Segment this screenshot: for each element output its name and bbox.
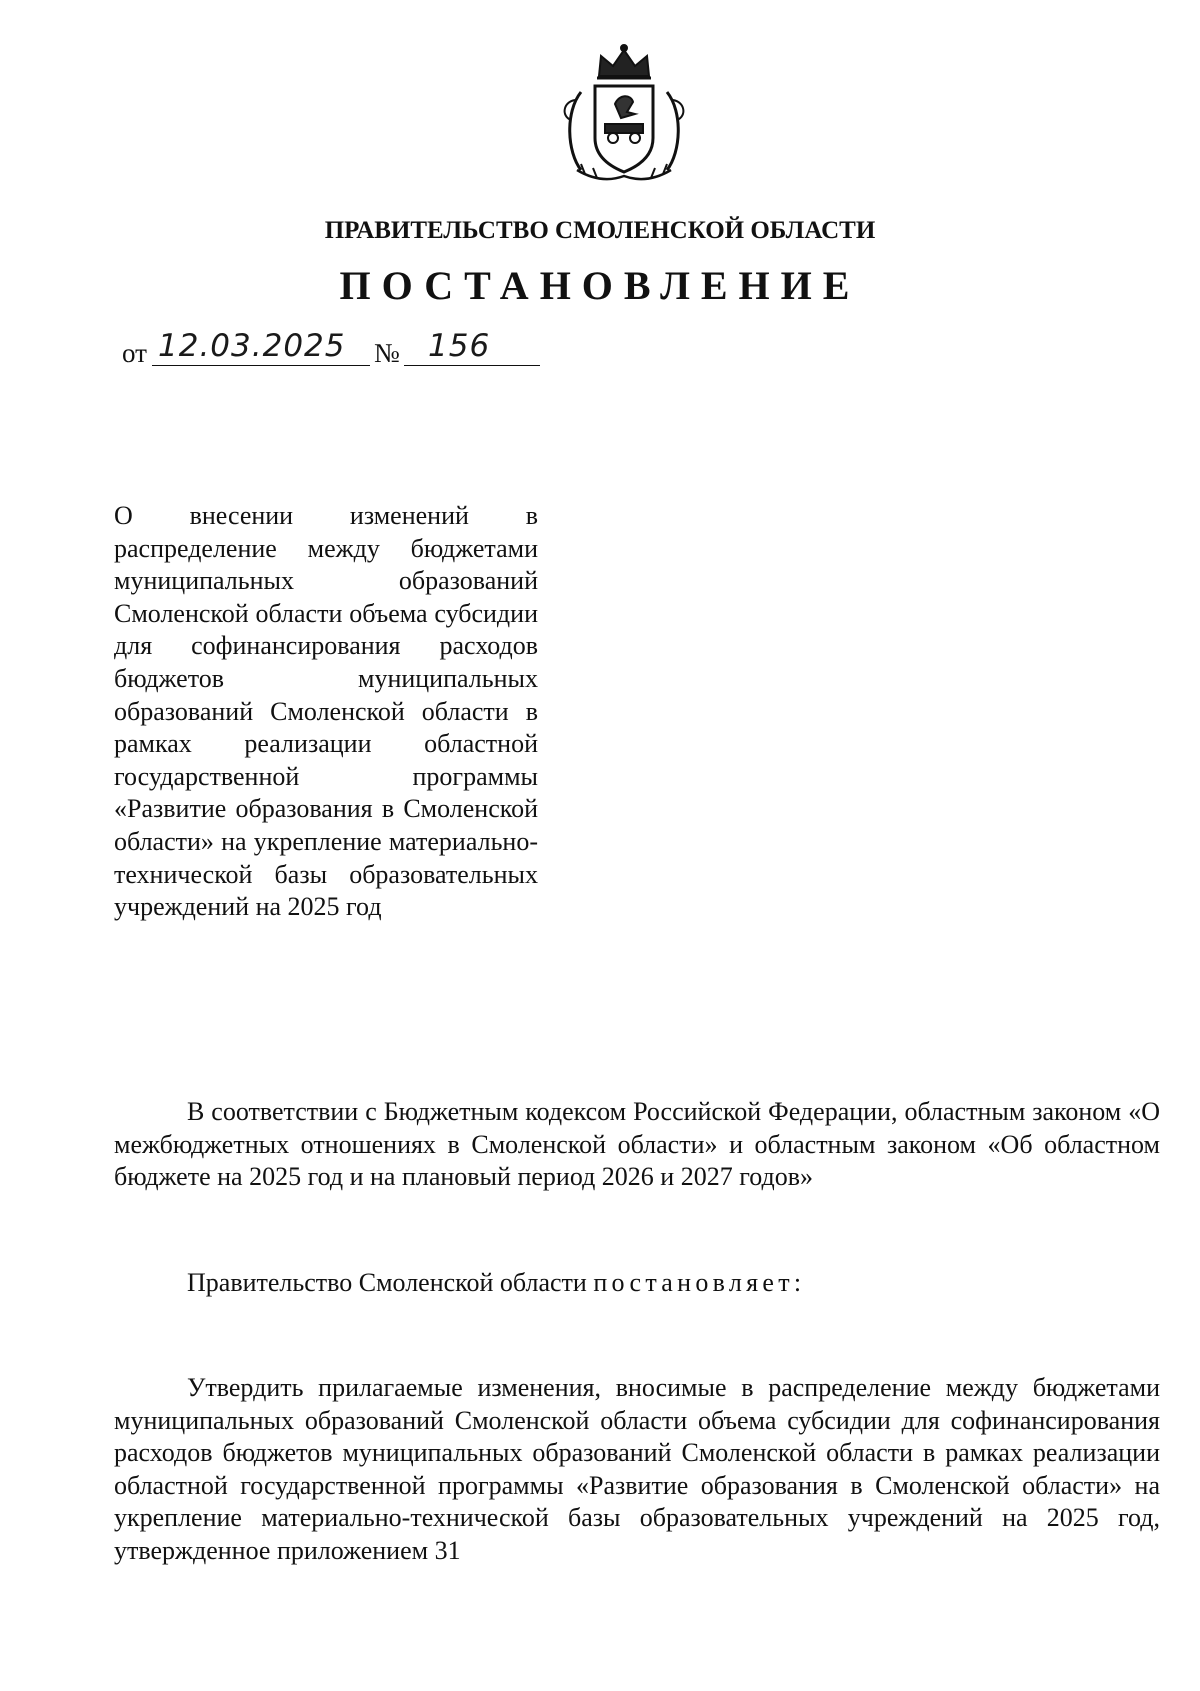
number-label: №	[374, 338, 400, 368]
handwritten-number: 156	[428, 328, 491, 364]
organization-title: ПРАВИТЕЛЬСТВО СМОЛЕНСКОЙ ОБЛАСТИ	[324, 217, 876, 244]
coat-of-arms-icon	[561, 42, 687, 184]
date-number-line	[122, 328, 542, 368]
number-underline	[404, 365, 540, 366]
resolves-subject: Правительство Смоленской области	[187, 1268, 587, 1297]
preamble-paragraph: В соответствии с Бюджетным кодексом Российской Федерации, областным законом «О межбюджетных отношениях в Смоленской области» и областным законом «Об областном бюджете на 2025 год и на плановый период 2026 и 2027 годов»	[114, 1097, 1160, 1191]
handwritten-date: 12.03.2025	[158, 328, 346, 364]
date-prefix: от	[122, 338, 147, 368]
document-subject: О внесении изменений в распределение между бюджетами муниципальных образований Смоленской области объема субсидии для софинансирования расходов бюджетов муниципальных образований Смоленской области в рамках реализации областной государственной программы «Развитие образования в Смоленской области» на укрепление материально-технической базы образовательных учреждений на 2025 год	[114, 501, 538, 922]
date-underline	[152, 365, 370, 366]
resolves-verb: постановляет:	[593, 1268, 806, 1297]
resolves-paragraph	[114, 1267, 1160, 1300]
document-type: ПОСТАНОВЛЕНИЕ	[339, 263, 861, 308]
resolution-paragraph: Утвердить прилагаемые изменения, вносимые в распределение между бюджетами муниципальных образований Смоленской области объема субсидии для софинансирования расходов бюджетов муниципальных образований Смоленской области в рамках реализации областной государственной программы «Развитие образования в Смоленской области» на укрепление материально-технической базы образовательных учреждений на 2025 год, утвержденное приложением 31	[114, 1373, 1160, 1565]
